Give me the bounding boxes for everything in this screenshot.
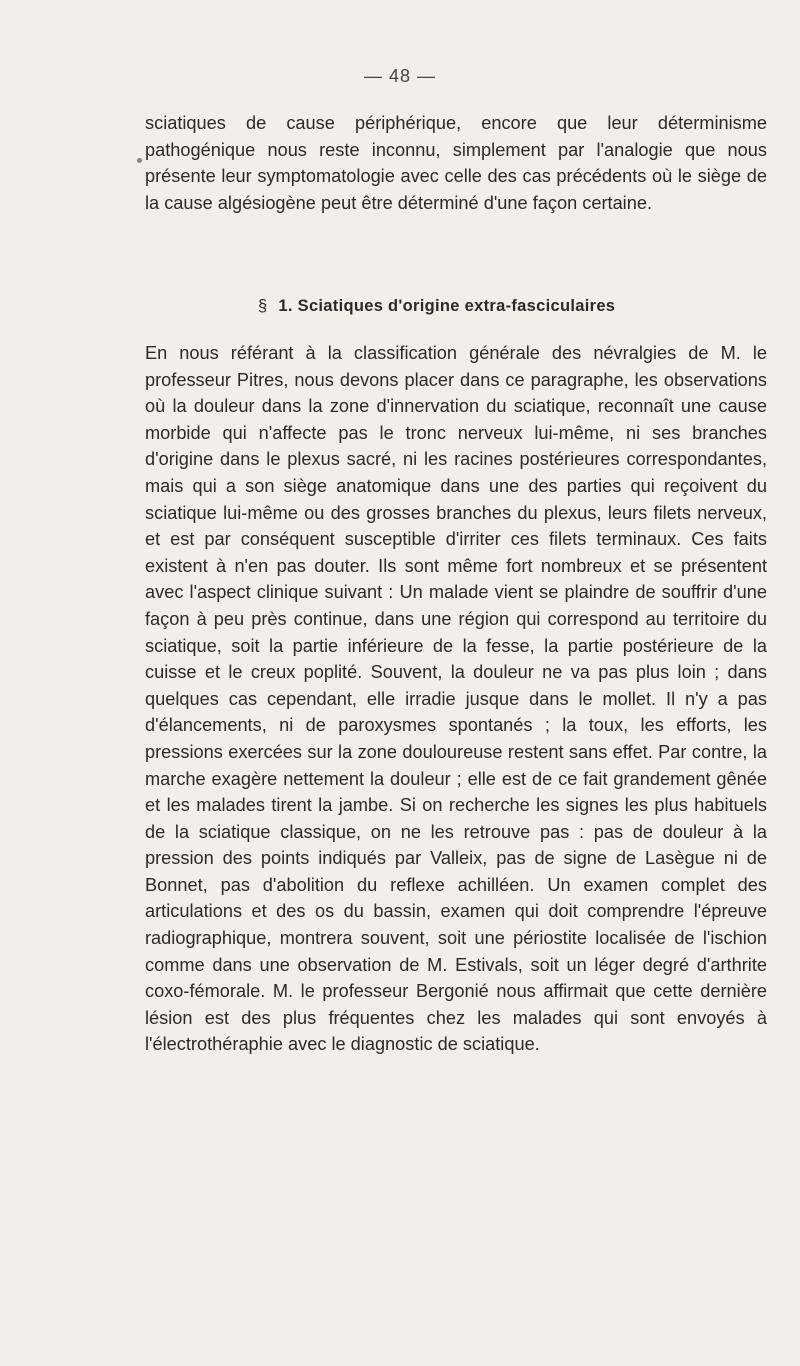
- paragraph-2: En nous référant à la classification générale des névralgies de M. le professeur Pitres, nous devons placer dans ce paragraphe, les observations où la douleur dans la zone d'innervation du sciatique, reconnaît une cause morbide qui n'affecte pas le tronc nerveux lui-même, ni ses branches d'origine dans le plexus sacré, ni les racines postérieures correspondantes, mais qui a son siège anatomique dans une des parties qui reçoivent du sciatique lui-même ou des grosses branches du plexus, leurs filets nerveux, et est par conséquent susceptible d'irriter ces filets terminaux. Ces faits existent à n'en pas douter. Ils sont même fort nombreux et se présentent avec l'aspect clinique suivant : Un malade vient se plaindre de souffrir d'une façon à peu près continue, dans une région qui correspond au territoire du sciatique, soit la partie inférieure de la fesse, la partie postérieure de la cuisse et le creux poplité. Souvent, la douleur ne va pas plus loin ; dans quelques cas cependant, elle irradie jusque dans le mollet. Il n'y a pas d'élancements, ni de paroxysmes spontanés ; la toux, les efforts, les pressions exercées sur la zone douloureuse restent sans effet. Par contre, la marche exagère nettement la douleur ; elle est de ce fait grandement gênée et les malades tirent la jambe. Si on recherche les signes les plus habituels de la sciatique classique, on ne les retrouve pas : pas de douleur à la pression des points indiqués par Valleix, pas de signe de Lasègue ni de Bonnet, pas d'abolition du reflexe achilléen. Un examen complet des articulations et des os du bassin, examen qui doit comprendre l'épreuve radiographique, montrera souvent, soit une périostite localisée de l'ischion comme dans une observation de M. Estivals, soit un léger degré d'arthrite coxo-fémorale. M. le professeur Bergonié nous affirmait que cette dernière lésion est des plus fréquentes chez les malades qui sont envoyés à l'électrothéraphie avec le diagnostic de sciatique.: [145, 343, 767, 1055]
- page-number: — 48 —: [363, 66, 437, 86]
- section-number: 1.: [278, 297, 293, 315]
- section-heading: [258, 297, 615, 316]
- section-title: Sciatiques d'origine extra-fasciculaires: [297, 297, 616, 315]
- section-sign: §: [258, 297, 268, 315]
- ink-spot: [137, 158, 142, 163]
- paragraph-1: sciatiques de cause périphérique, encore que leur déterminisme pathogénique nous reste inconnu, simplement par l'analogie que nous présente leur symptomatologie avec celle des cas précédents où le siège de la cause algésiogène peut être déterminé d'une façon certaine.: [145, 113, 767, 213]
